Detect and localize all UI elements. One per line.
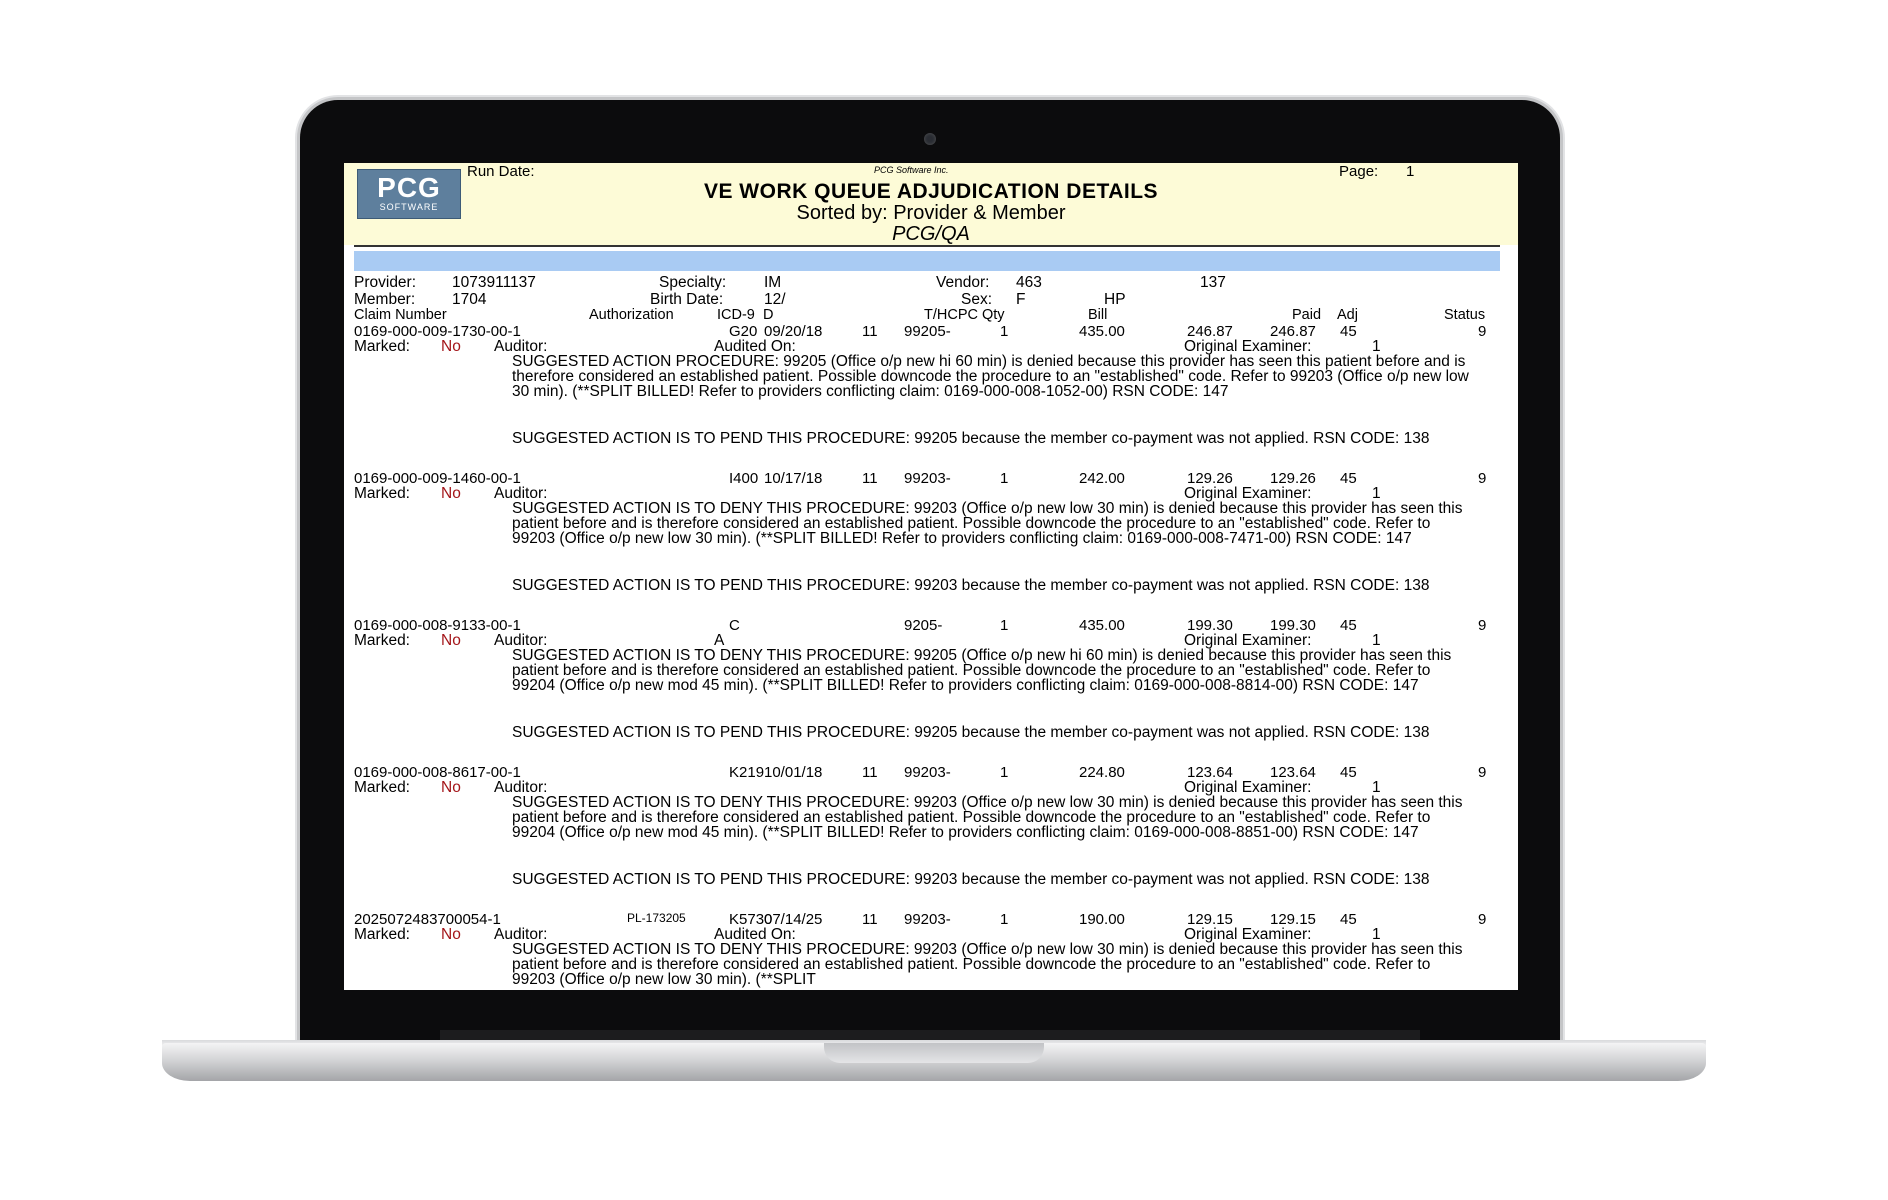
suggested-action-pend: SUGGESTED ACTION IS TO PEND THIS PROCEDURE: 99205 because the member co-payment was not applied. RSN CODE: 138 xyxy=(512,724,1430,741)
original-examiner-value: 1 xyxy=(1372,338,1381,355)
col-qty: Qty xyxy=(982,307,1005,323)
claim-paid: 246.87 xyxy=(1270,323,1316,340)
marked-label: Marked: xyxy=(354,338,410,355)
marked-label: Marked: xyxy=(354,485,410,502)
logo-subtext: SOFTWARE xyxy=(379,202,439,212)
claim-icd: K219 xyxy=(729,764,765,781)
original-examiner-label: Original Examiner: xyxy=(1184,779,1312,796)
claim-date: 07/14/25 xyxy=(764,911,823,928)
claim-bill: 435.00 xyxy=(1079,617,1125,634)
claim-status: 9 xyxy=(1478,470,1487,487)
claim-cpt: 99203- xyxy=(904,764,951,781)
claim-qty: 1 xyxy=(1000,470,1009,487)
marked-label: Marked: xyxy=(354,632,410,649)
claim-qty: 1 xyxy=(1000,911,1009,928)
claim-qty: 1 xyxy=(1000,764,1009,781)
marked-value: No xyxy=(441,779,461,796)
claim-cpt: 99205- xyxy=(904,323,951,340)
header-rule xyxy=(354,245,1500,247)
marked-value: No xyxy=(441,632,461,649)
claim-number: 0169-000-009-1460-00-1 xyxy=(354,470,521,487)
claim-icd: C xyxy=(729,617,740,634)
claim-allowed: 199.30 xyxy=(1187,617,1233,634)
audited-on-label: Audited On: xyxy=(714,338,796,355)
report-org: PCG/QA xyxy=(892,223,970,245)
claim-pos: 11 xyxy=(862,764,878,781)
claim-bill: 435.00 xyxy=(1079,323,1125,340)
claim-paid: 129.26 xyxy=(1270,470,1316,487)
original-examiner-label: Original Examiner: xyxy=(1184,632,1312,649)
col-bill: Bill xyxy=(1088,307,1108,323)
claim-adj: 45 xyxy=(1340,764,1357,781)
marked-label: Marked: xyxy=(354,926,410,943)
run-date-label: Run Date: xyxy=(467,163,535,180)
auditor-label: Auditor: xyxy=(494,926,548,943)
col-paid: Paid xyxy=(1292,307,1322,323)
claim-pos: 11 xyxy=(862,470,878,487)
col-cpt: T/HCPC xyxy=(924,307,978,323)
sex-value: F xyxy=(1016,291,1026,308)
audited-on-label: A xyxy=(714,632,725,649)
audited-on-label: Audited On: xyxy=(714,926,796,943)
claim-adj: 45 xyxy=(1340,323,1357,340)
claim-bill: 190.00 xyxy=(1079,911,1125,928)
claim-cpt: 99203- xyxy=(904,911,951,928)
claim-icd: K5730 xyxy=(729,911,773,928)
original-examiner-value: 1 xyxy=(1372,632,1381,649)
member-label: Member: xyxy=(354,291,416,308)
claim-allowed: 246.87 xyxy=(1187,323,1233,340)
auditor-label: Auditor: xyxy=(494,632,548,649)
claim-number: 0169-000-009-1730-00-1 xyxy=(354,323,521,340)
suggested-action-pend: SUGGESTED ACTION IS TO PEND THIS PROCEDURE: 99203 because the member co-payment was not applied. RSN CODE: 138 xyxy=(512,577,1430,594)
claim-cpt: 99203- xyxy=(904,470,951,487)
original-examiner-value: 1 xyxy=(1372,779,1381,796)
section-band xyxy=(354,251,1500,271)
claim-status: 9 xyxy=(1478,617,1487,634)
claim-status: 9 xyxy=(1478,764,1487,781)
original-examiner-label: Original Examiner: xyxy=(1184,485,1312,502)
claim-adj: 45 xyxy=(1340,617,1357,634)
suggested-action-pend: SUGGESTED ACTION IS TO PEND THIS PROCEDURE: 99205 because the member co-payment was not applied. RSN CODE: 138 xyxy=(512,430,1430,447)
original-examiner-value: 1 xyxy=(1372,926,1381,943)
claim-icd: G20 xyxy=(729,323,758,340)
claim-pos: 11 xyxy=(862,911,878,928)
claim-adj: 45 xyxy=(1340,911,1357,928)
vendor-label: Vendor: xyxy=(936,274,990,291)
auditor-label: Auditor: xyxy=(494,779,548,796)
camera-icon xyxy=(924,133,936,145)
original-examiner-label: Original Examiner: xyxy=(1184,926,1312,943)
specialty-label: Specialty: xyxy=(659,274,727,291)
company-name: PCG Software Inc. xyxy=(874,165,949,175)
col-claim-number: Claim Number xyxy=(354,307,447,323)
auditor-label: Auditor: xyxy=(494,485,548,502)
col-date: D xyxy=(763,307,774,323)
provider-label: Provider: xyxy=(354,274,417,291)
col-icd9: ICD-9 xyxy=(717,307,755,323)
sex-label: Sex: xyxy=(961,291,993,308)
marked-value: No xyxy=(441,338,461,355)
marked-value: No xyxy=(441,926,461,943)
claim-allowed: 129.15 xyxy=(1187,911,1233,928)
report-title: VE WORK QUEUE ADJUDICATION DETAILS xyxy=(703,180,1159,203)
auditor-label: Auditor: xyxy=(494,338,548,355)
suggested-action-deny: SUGGESTED ACTION IS TO DENY THIS PROCEDURE: 99203 (Office o/p new low 30 min) is denied because this provider has seen this patient before and is therefore considered an established patient. Possible downcode the procedure to an "established" code. Refer to 99203 (Office o/p new low 30 min). (**SPLIT xyxy=(512,941,1463,989)
claim-pos: 11 xyxy=(862,323,878,340)
claim-icd: I400 xyxy=(729,470,759,487)
claim-date: 09/20/18 xyxy=(764,323,823,340)
col-adj: Adj xyxy=(1337,307,1358,323)
report-header xyxy=(344,163,1518,245)
claim-date: 10/01/18 xyxy=(764,764,823,781)
marked-value: No xyxy=(441,485,461,502)
provider-value: 1073911137 xyxy=(452,274,536,291)
claim-allowed: 123.64 xyxy=(1187,764,1233,781)
claim-allowed: 129.26 xyxy=(1187,470,1233,487)
suggested-action-deny: SUGGESTED ACTION IS TO DENY THIS PROCEDURE: 99203 (Office o/p new low 30 min) is denied because this provider has seen this patient before and is therefore considered an established patient. Possible downcode the procedure to an "established" code. Refer to 99203 (Office o/p new low 30 min). (**SPLIT BILLED! Refer to providers conflicting claim: 0169-000-008-7471-00) RSN CODE: 147 xyxy=(512,500,1463,548)
suggested-action-deny: SUGGESTED ACTION PROCEDURE: 99205 (Office o/p new hi 60 min) is denied because this provider has seen this patient before and is therefore considered an established patient. Possible downcode the procedure to an "established" code. Refer to 99203 (Office o/p new low 30 min). (**SPLIT BILLED! Refer to providers conflicting claim: 0169-000-008-1052-00) RSN CODE: 147 xyxy=(512,353,1469,401)
claim-number: 0169-000-008-9133-00-1 xyxy=(354,617,521,634)
specialty-value: IM xyxy=(764,274,782,291)
claim-qty: 1 xyxy=(1000,617,1009,634)
claim-adj: 45 xyxy=(1340,470,1357,487)
page-label: Page: xyxy=(1339,163,1379,180)
report-screen xyxy=(344,163,1518,990)
claim-status: 9 xyxy=(1478,911,1487,928)
col-authorization: Authorization xyxy=(589,307,674,323)
claim-bill: 224.80 xyxy=(1079,764,1125,781)
vendor-value: 463 xyxy=(1016,274,1042,291)
report-subtitle: Sorted by: Provider & Member xyxy=(796,202,1066,224)
original-examiner-label: Original Examiner: xyxy=(1184,338,1312,355)
claim-number: 2025072483700054-1 xyxy=(354,911,501,928)
claim-paid: 199.30 xyxy=(1270,617,1316,634)
claim-paid: 129.15 xyxy=(1270,911,1316,928)
claim-qty: 1 xyxy=(1000,323,1009,340)
vendor-suffix: 137 xyxy=(1200,274,1226,291)
claim-status: 9 xyxy=(1478,323,1487,340)
suggested-action-deny: SUGGESTED ACTION IS TO DENY THIS PROCEDURE: 99203 (Office o/p new low 30 min) is denied because this provider has seen this patient before and is therefore considered an established patient. Possible downcode the procedure to an "established" code. Refer to 99204 (Office o/p new mod 45 min). (**SPLIT BILLED! Refer to providers conflicting claim: 0169-000-008-8851-00) RSN CODE: 147 xyxy=(512,794,1463,842)
col-status: Status xyxy=(1444,307,1486,323)
page-number: 1 xyxy=(1406,163,1415,180)
original-examiner-value: 1 xyxy=(1372,485,1381,502)
laptop-notch xyxy=(824,1043,1044,1063)
claim-bill: 242.00 xyxy=(1079,470,1125,487)
suggested-action-deny: SUGGESTED ACTION IS TO DENY THIS PROCEDURE: 99205 (Office o/p new hi 60 min) is denied because this provider has seen this patient before and is therefore considered an established patient. Possible downcode the procedure to an "established" code. Refer to 99204 (Office o/p new mod 45 min). (**SPLIT BILLED! Refer to providers conflicting claim: 0169-000-008-8814-00) RSN CODE: 147 xyxy=(512,647,1452,695)
claim-paid: 123.64 xyxy=(1270,764,1316,781)
claim-authorization: PL-173205 xyxy=(627,911,686,925)
suggested-action-pend: SUGGESTED ACTION IS TO PEND THIS PROCEDURE: 99203 because the member co-payment was not applied. RSN CODE: 138 xyxy=(512,871,1430,888)
birth-date-value: 12/ xyxy=(764,291,786,308)
birth-date-label: Birth Date: xyxy=(650,291,724,308)
hp-label: HP xyxy=(1104,291,1126,308)
claim-cpt: 9205- xyxy=(904,617,943,634)
logo-text: PCG xyxy=(377,172,441,203)
claim-number: 0169-000-008-8617-00-1 xyxy=(354,764,521,781)
member-value: 1704 xyxy=(452,291,487,308)
claim-date: 10/17/18 xyxy=(764,470,823,487)
marked-label: Marked: xyxy=(354,779,410,796)
